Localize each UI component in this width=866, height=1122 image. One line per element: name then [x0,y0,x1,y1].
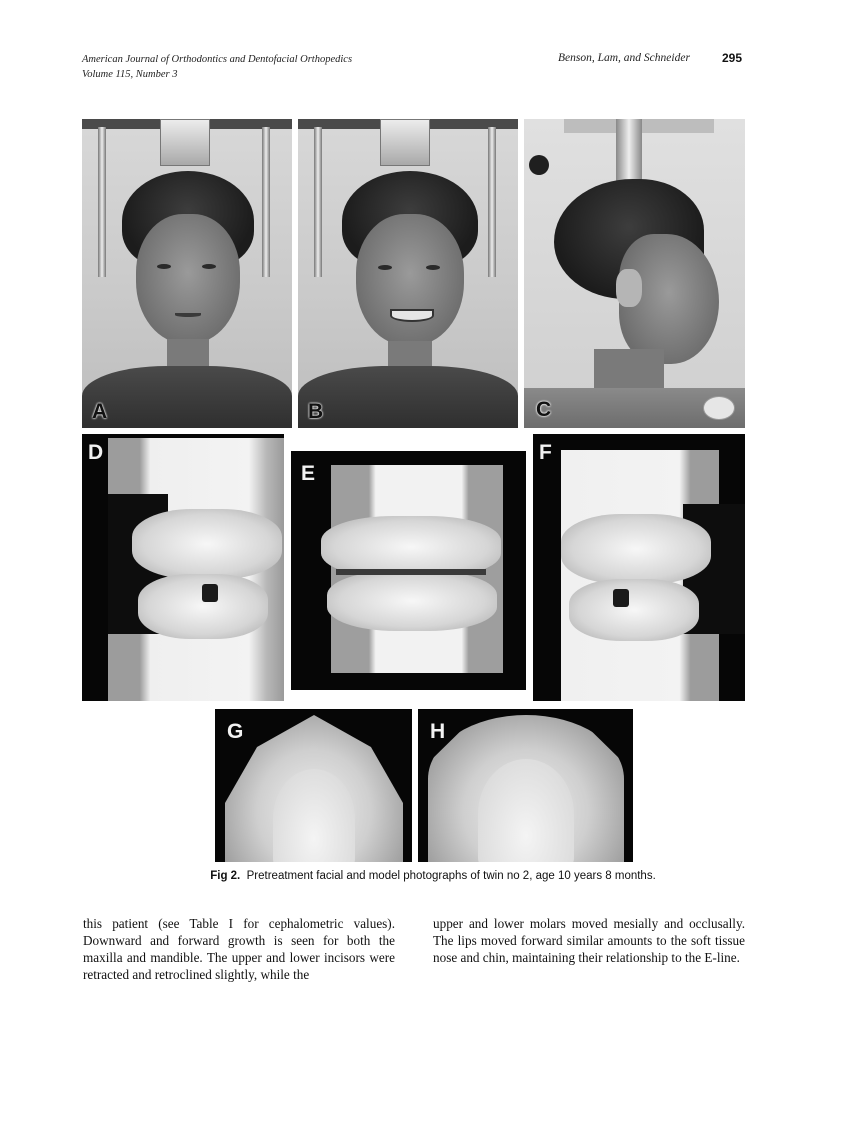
figure-panel-b [298,119,518,428]
panel-label-c: C [536,398,552,421]
body-text-left-column: this patient (see Table I for cephalometric values). Downward and forward growth is seen for both the maxilla and mandible. The upper and lower incisors were retracted and retroclined slightly, while the [83,916,395,982]
running-header-authors: Benson, Lam, and Schneider [558,52,690,64]
panel-label-e: E [301,462,316,485]
figure-panel-a [82,119,292,428]
figure-panel-f [533,434,745,701]
figure-caption [0,870,866,882]
figure-panel-h [418,709,633,862]
panel-label-g: G [227,720,244,743]
journal-title: American Journal of Orthodontics and Dentofacial Orthopedics [82,54,353,65]
figure-caption-label: Fig 2. [210,870,241,882]
page-number: 295 [722,51,743,65]
panel-label-d: D [88,441,104,464]
figure-panel-d [82,434,284,701]
running-header-journal [82,52,352,82]
journal-volume: Volume 115, Number 3 [82,69,178,80]
panel-label-h: H [430,720,446,743]
panel-label-a: A [92,400,108,423]
panel-label-b: B [308,400,324,423]
figure-panel-c [524,119,745,428]
panel-label-f: F [539,441,552,464]
figure-caption-text: Pretreatment facial and model photographs of twin no 2, age 10 years 8 months. [246,870,656,882]
figure-panel-e [291,451,526,690]
body-text-right-column: upper and lower molars moved mesially and occlusally. The lips moved forward similar amounts to the soft tissue nose and chin, maintaining their relationship to the E-line. [433,916,745,965]
figure-panel-g [215,709,412,862]
